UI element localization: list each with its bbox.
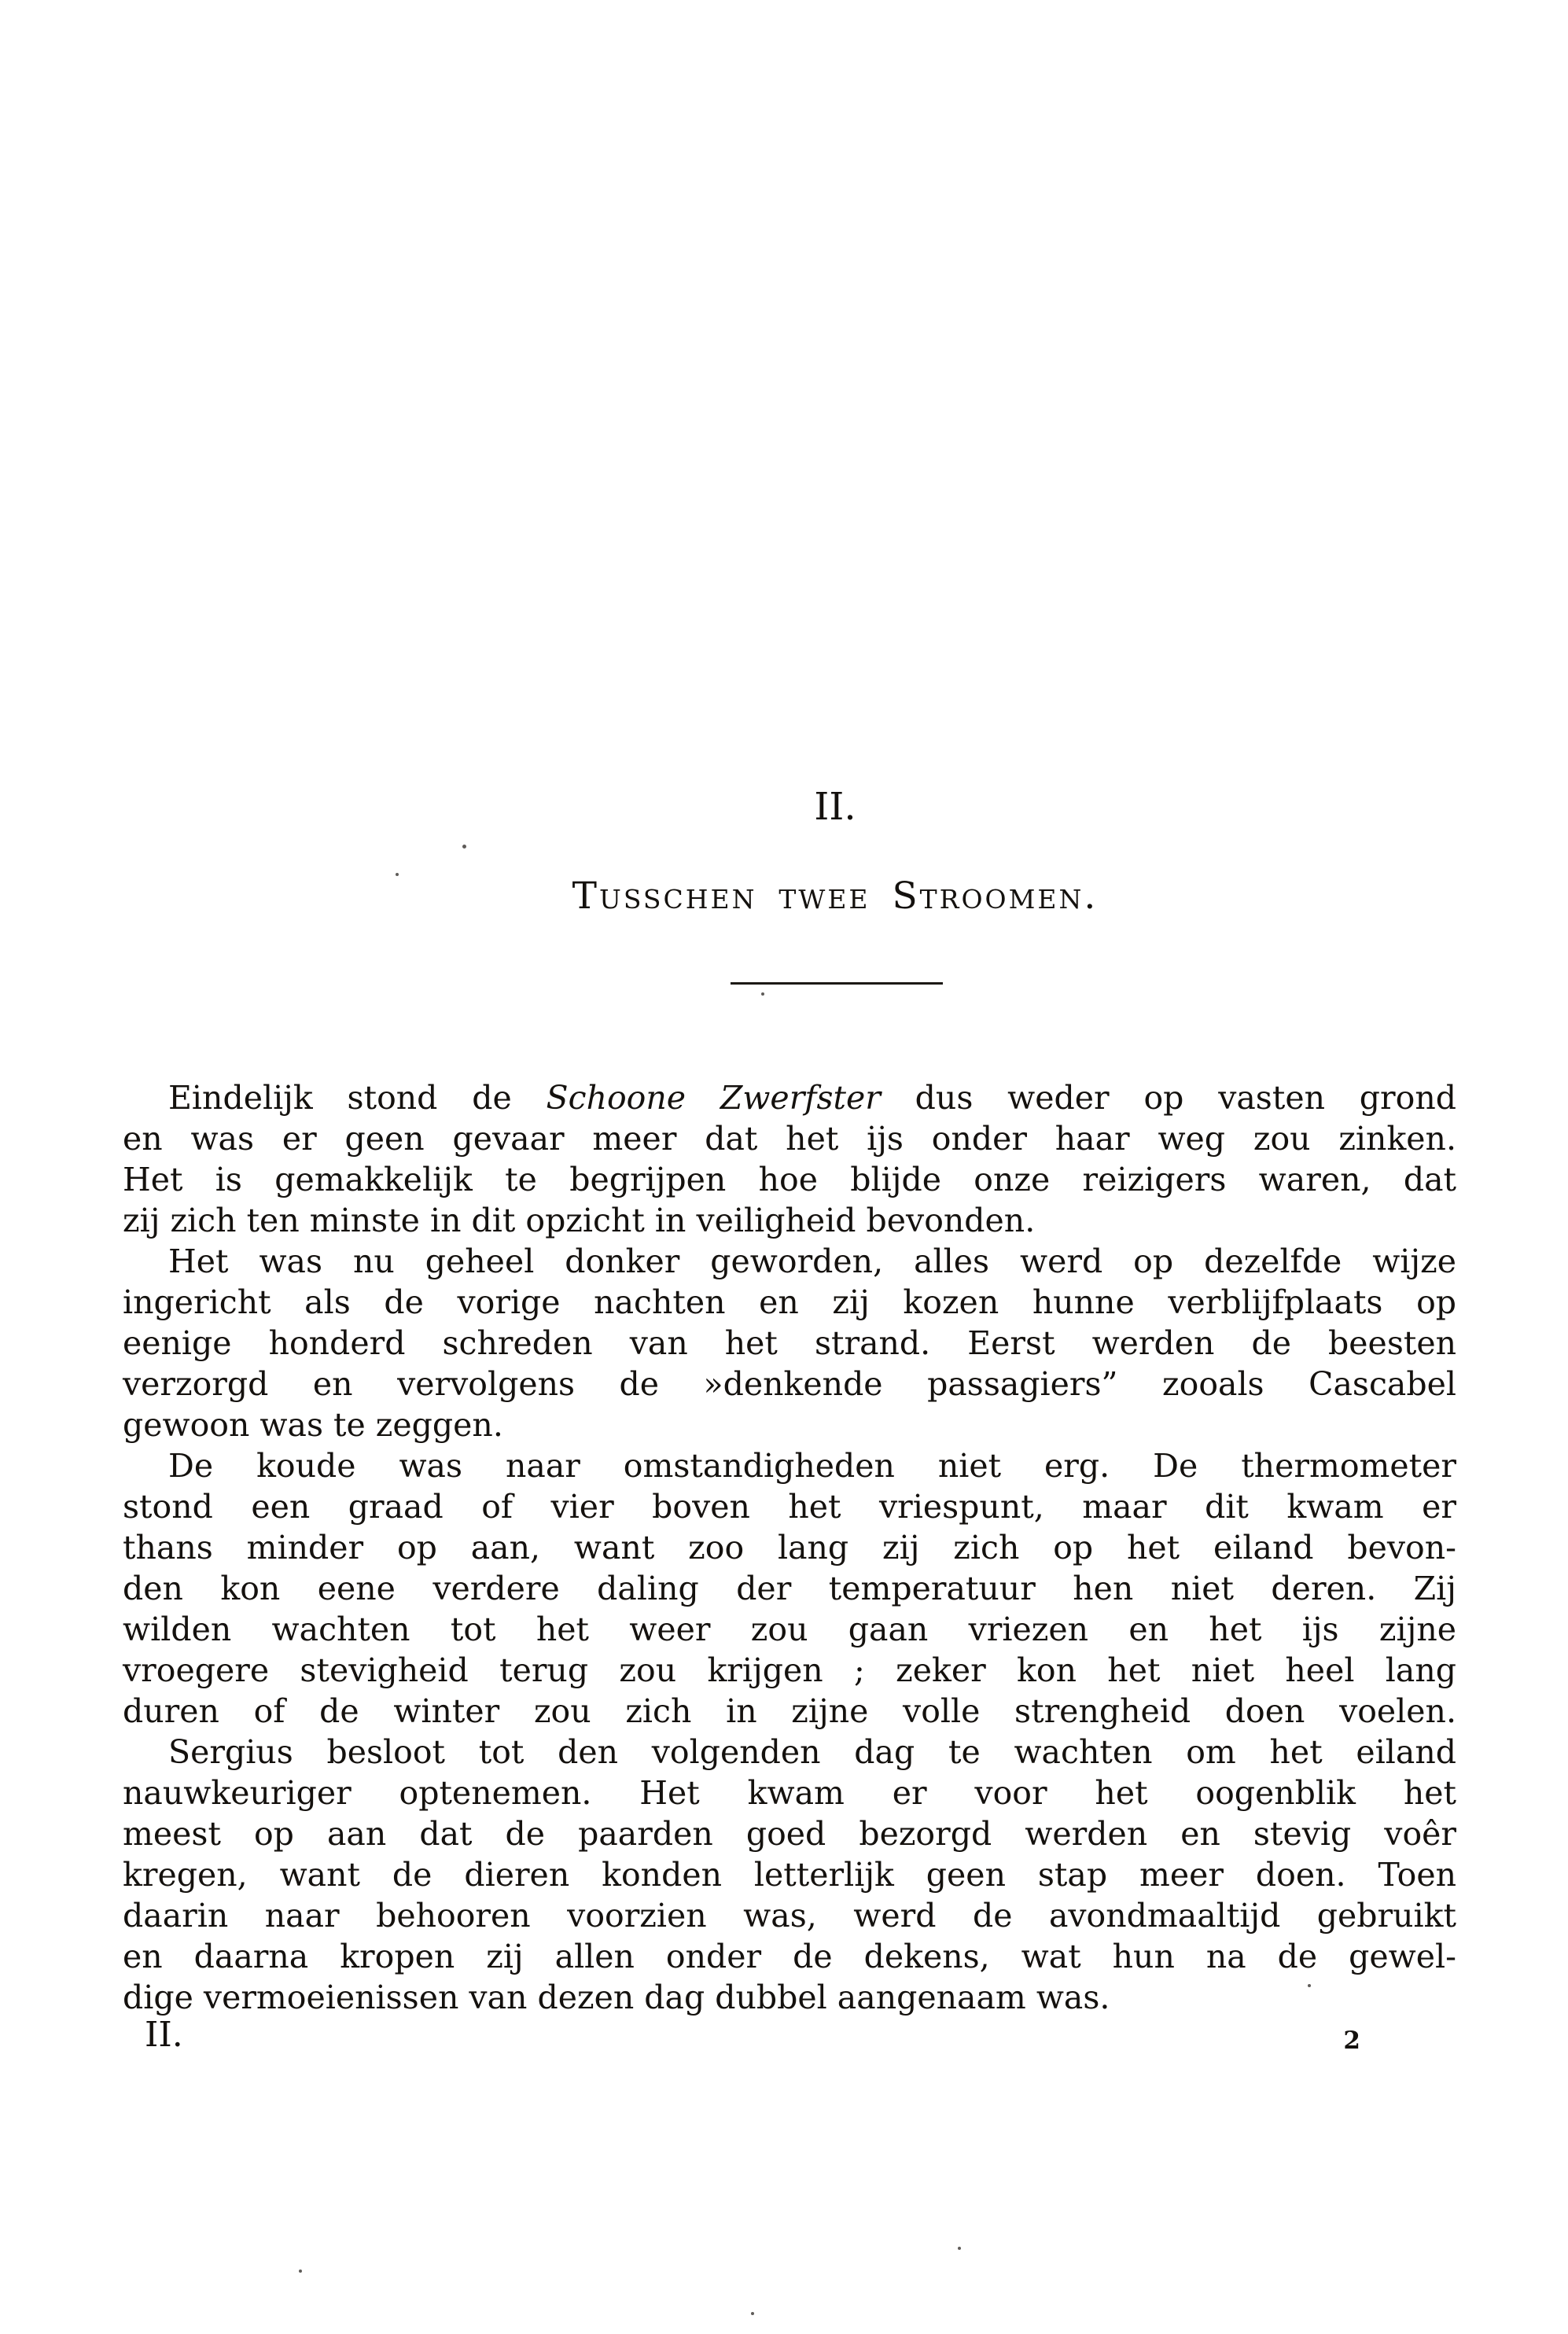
text-line — [123, 1813, 1456, 1854]
chapter-title: Tusschen twee Stroomen. — [572, 874, 1099, 918]
text-segment: en daarna kropen zij allen onder de dekens, wat hun na de gewel- — [123, 1938, 1456, 1975]
text-segment: kregen, want de dieren konden letterlijk geen stap meer doen. Toen — [123, 1856, 1456, 1894]
text-line — [123, 1977, 1456, 2018]
text-line — [123, 1895, 1456, 1936]
text-segment: Sergius besloot tot den volgenden dag te wachten om het eiland — [168, 1733, 1456, 1771]
text-segment: thans minder op aan, want zoo lang zij zich op het eiland bevon- — [123, 1529, 1456, 1566]
page-footer — [123, 2015, 1456, 2055]
scan-speck — [396, 873, 399, 876]
text-segment: De koude was naar omstandigheden niet erg. De thermometer — [168, 1447, 1456, 1485]
scan-speck — [299, 2270, 302, 2273]
text-segment: verzorgd en vervolgens de »denkende passagiers” zooals Cascabel — [123, 1365, 1456, 1403]
signature-mark: II. — [145, 2015, 183, 2055]
text-segment: wilden wachten tot het weer zou gaan vriezen en het ijs zijne — [123, 1611, 1456, 1648]
text-segment: Het was nu geheel donker geworden, alles werd op dezelfde wijze — [168, 1242, 1456, 1280]
text-segment: stond een graad of vier boven het vriespunt, maar dit kwam er — [123, 1488, 1456, 1526]
text-line — [123, 1404, 1456, 1445]
ship-name-italic: Schoone Zwerfster — [546, 1079, 881, 1117]
text-segment: Eindelijk stond de — [168, 1079, 547, 1117]
text-line — [123, 1486, 1456, 1527]
text-line — [123, 1118, 1456, 1159]
body-text — [123, 1077, 1456, 2018]
text-segment: daarin naar behooren voorzien was, werd de avondmaaltijd gebruikt — [123, 1897, 1456, 1935]
text-line — [123, 1650, 1456, 1691]
text-line — [123, 1732, 1456, 1773]
scan-speck — [1308, 1984, 1311, 1987]
text-line — [123, 1159, 1456, 1200]
text-line — [123, 1323, 1456, 1364]
sheet-number: 2 — [1343, 2027, 1360, 2055]
scan-speck — [462, 845, 466, 849]
scan-speck — [761, 992, 764, 996]
text-segment: den kon eene verdere daling der temperatuur hen niet deren. Zij — [123, 1570, 1456, 1607]
text-line — [123, 1241, 1456, 1282]
text-line — [123, 1077, 1456, 1118]
text-line — [123, 1200, 1456, 1241]
text-segment: zij zich ten minste in dit opzicht in veiligheid bevonden. — [123, 1202, 1036, 1239]
text-line — [123, 1568, 1456, 1609]
text-segment: duren of de winter zou zich in zijne volle strengheid doen voelen. — [123, 1692, 1456, 1730]
text-segment: dus weder op vasten grond — [880, 1079, 1456, 1117]
text-line — [123, 1282, 1456, 1323]
text-segment: en was er geen gevaar meer dat het ijs onder haar weg zou zinken. — [123, 1120, 1456, 1158]
text-segment: nauwkeuriger optenemen. Het kwam er voor het oogenblik het — [123, 1774, 1456, 1812]
text-line — [123, 1936, 1456, 1977]
text-line — [123, 1364, 1456, 1404]
text-segment: Het is gemakkelijk te begrijpen hoe blijde onze reizigers waren, dat — [123, 1161, 1456, 1198]
text-segment: vroegere stevigheid terug zou krijgen ; zeker kon het niet heel lang — [123, 1651, 1456, 1689]
text-segment: ingericht als de vorige nachten en zij kozen hunne verblijfplaats op — [123, 1283, 1456, 1321]
text-line — [123, 1691, 1456, 1732]
text-segment: meest op aan dat de paarden goed bezorgd werden en stevig voêr — [123, 1815, 1456, 1853]
scan-speck — [751, 2312, 754, 2315]
text-line — [123, 1609, 1456, 1650]
chapter-number: II. — [814, 785, 856, 829]
text-line — [123, 1854, 1456, 1895]
text-line — [123, 1773, 1456, 1813]
text-line — [123, 1445, 1456, 1486]
text-line — [123, 1527, 1456, 1568]
scan-speck — [958, 2247, 961, 2250]
title-divider-rule — [731, 982, 943, 985]
text-segment: dige vermoeienissen van dezen dag dubbel aangenaam was. — [123, 1979, 1110, 2016]
text-segment: eenige honderd schreden van het strand. Eerst werden de beesten — [123, 1324, 1456, 1362]
text-segment: gewoon was te zeggen. — [123, 1406, 503, 1444]
